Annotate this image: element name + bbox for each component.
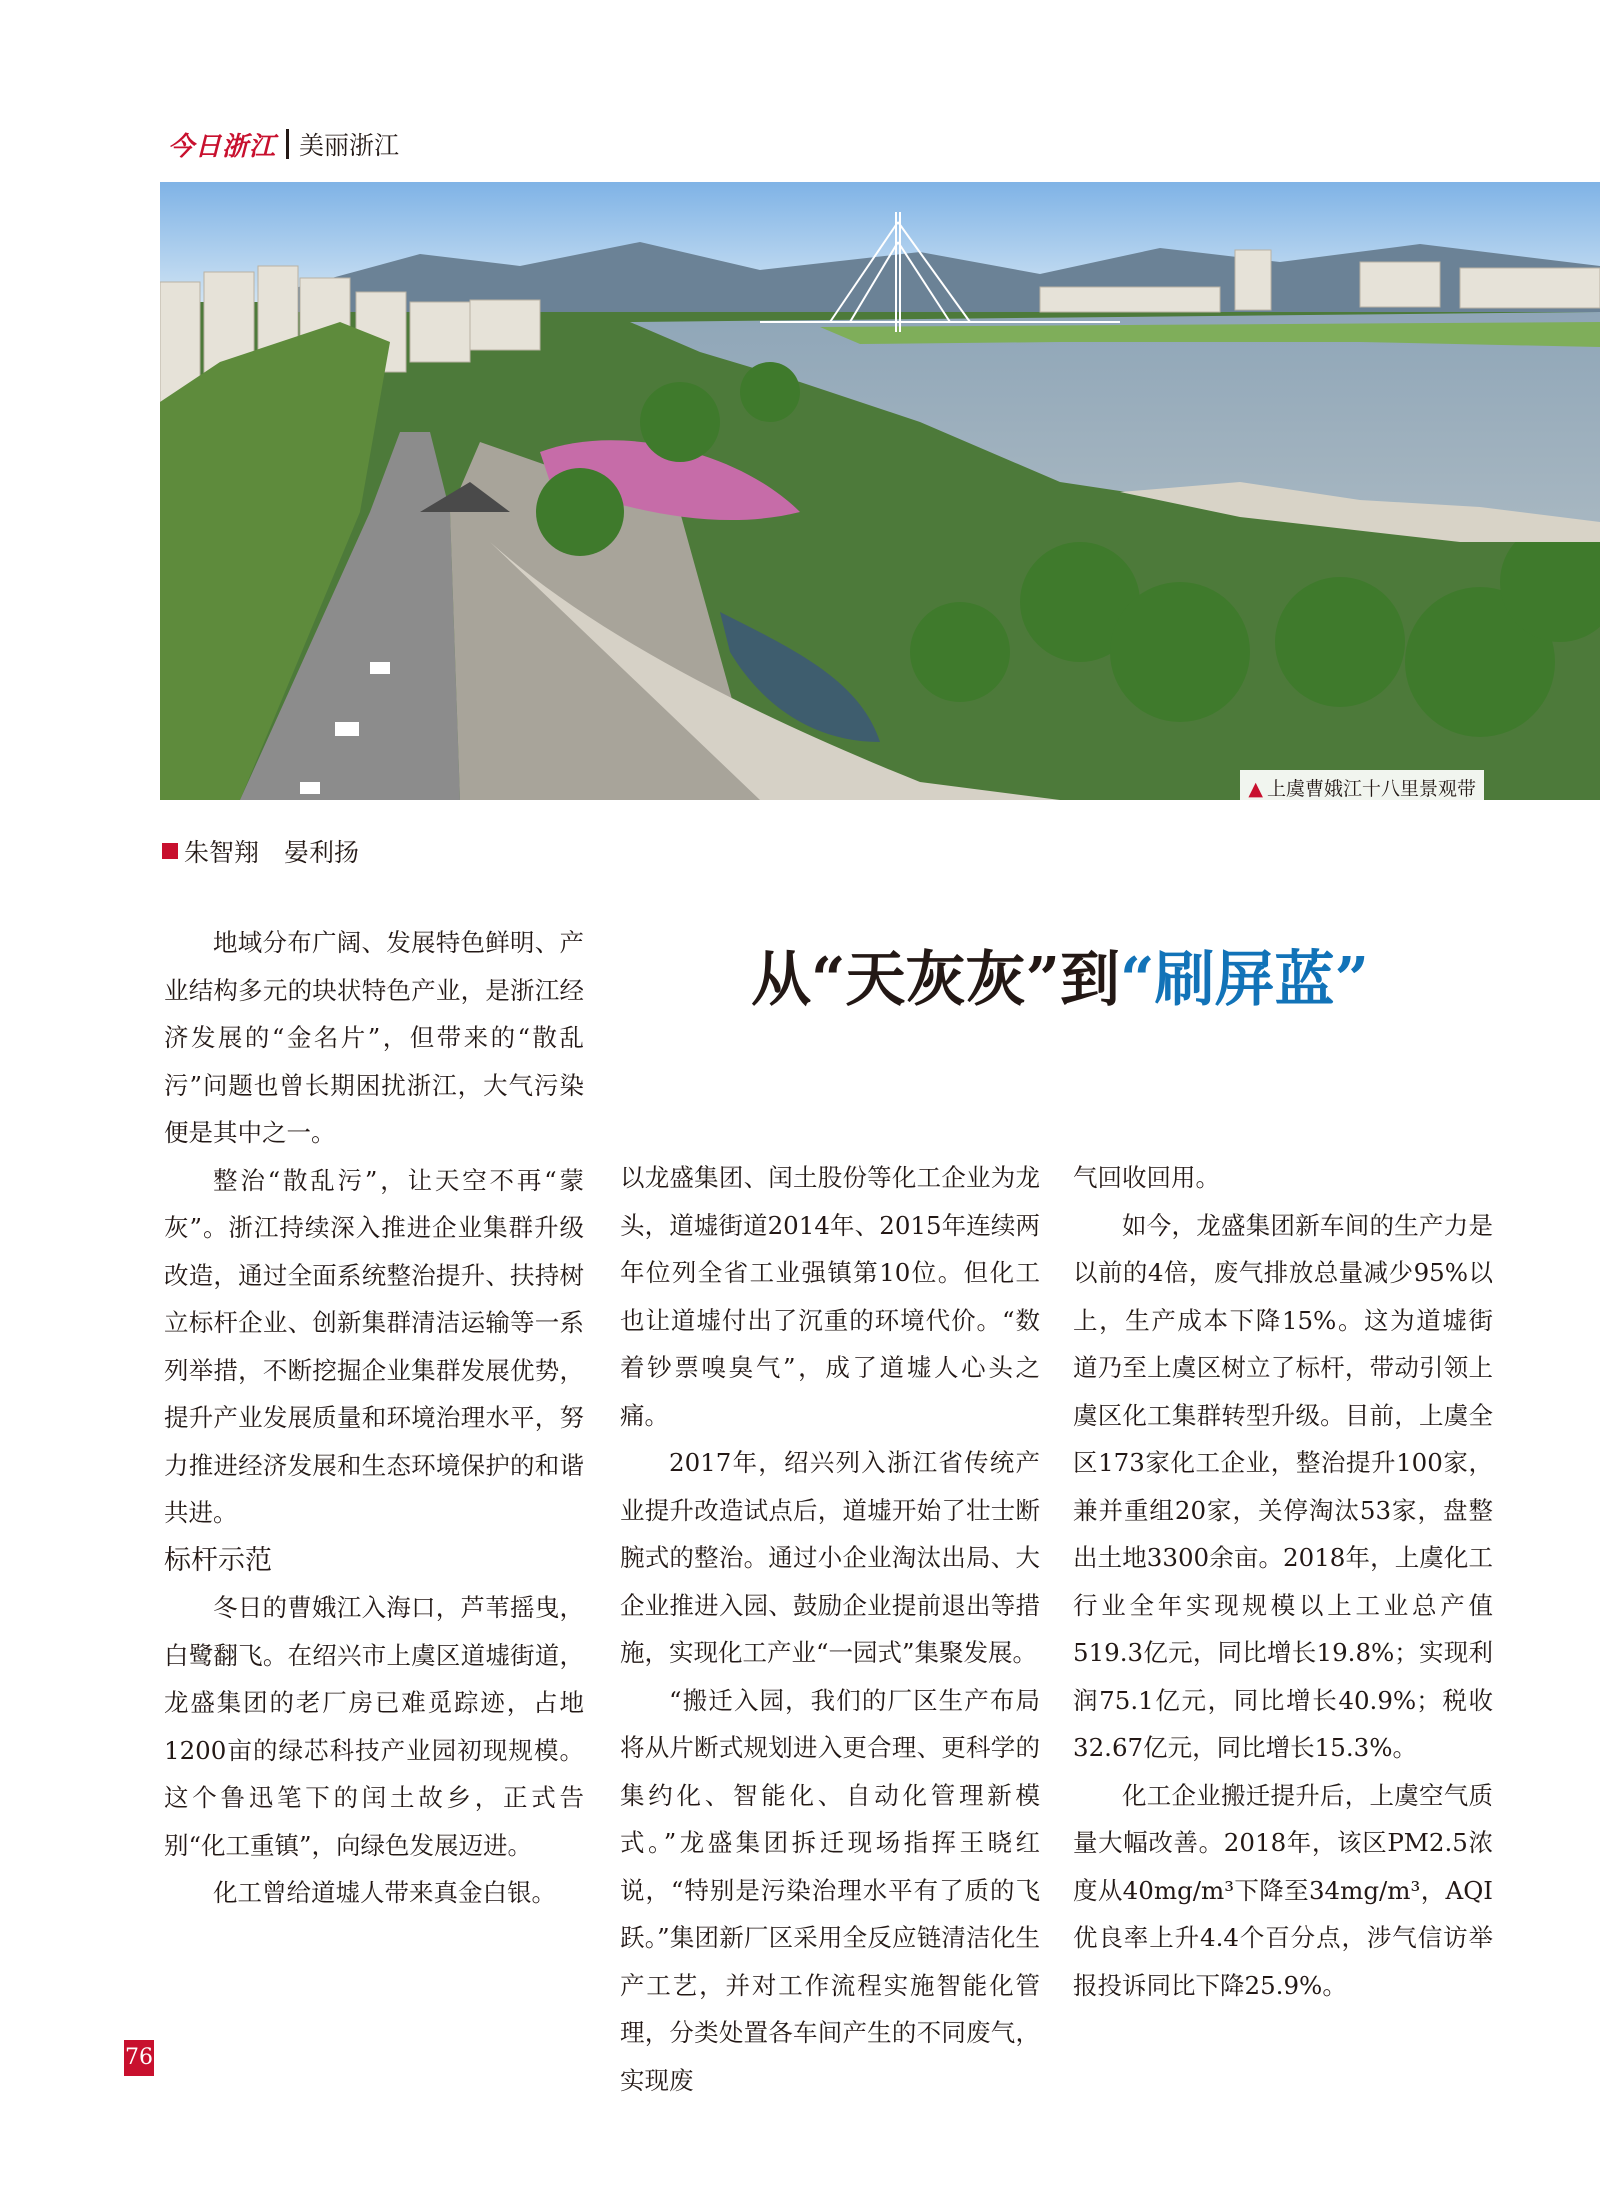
- paragraph: 地域分布广阔、发展特色鲜明、产业结构多元的块状特色产业，是浙江经济发展的“金名片”，但带来的“散乱污”问题也曾长期困扰浙江，大气污染便是其中之一。: [164, 928, 584, 1147]
- masthead-divider: [286, 129, 289, 159]
- paragraph: 冬日的曹娥江入海口，芦苇摇曳，白鹭翻飞。在绍兴市上虞区道墟街道，龙盛集团的老厂房已难觅踪迹，占地1200亩的绿芯科技产业园初现规模。这个鲁迅笔下的闰土故乡，正式告别“化工重镇”，向绿色发展迈进。: [164, 1593, 584, 1860]
- masthead: [168, 124, 399, 164]
- column-2: [620, 1154, 1040, 2104]
- article-headline: [640, 932, 1480, 1018]
- headline-part1: 从“天灰灰”到: [750, 945, 1120, 1015]
- author-names: 朱智翔 晏利扬: [184, 838, 360, 867]
- photo-caption: [1240, 770, 1484, 805]
- caption-text: 上虞曹娥江十八里景观带: [1266, 778, 1476, 800]
- paragraph: 气回收回用。: [1073, 1163, 1220, 1192]
- caption-triangle-icon: ▲: [1248, 778, 1263, 800]
- headline-part2: “刷屏蓝”: [1120, 945, 1370, 1015]
- byline-square-icon: [162, 843, 178, 859]
- column-3: [1073, 1154, 1493, 2009]
- section-title: 美丽浙江: [299, 131, 400, 160]
- byline: [162, 833, 359, 869]
- riverside-park-photo: [160, 182, 1600, 800]
- paragraph: 整治“散乱污”，让天空不再“蒙灰”。浙江持续深入推进企业集群升级改造，通过全面系统整治提升、扶持树立标杆企业、创新集群清洁运输等一系列举措，不断挖掘企业集群发展优势，提升产业发展质量和环境治理水平，努力推进经济发展和生态环境保护的和谐共进。: [164, 1165, 584, 1527]
- paragraph: 2017年，绍兴列入浙江省传统产业提升改造试点后，道墟开始了壮士断腕式的整治。通过小企业淘汰出局、大企业推进入园、鼓励企业提前退出等措施，实现化工产业“一园式”集聚发展。: [620, 1448, 1040, 1667]
- paragraph: 化工曾给道墟人带来真金白银。: [213, 1878, 556, 1907]
- paragraph: “搬迁入园，我们的厂区生产布局将从片断式规划进入更合理、更科学的集约化、智能化、自动化管理新模式。”龙盛集团拆迁现场指挥王晓红说，“特别是污染治理水平有了质的飞跃。”集团新厂区采用全反应链清洁化生产工艺，并对工作流程实施智能化管理，分类处置各车间产生的不同废气，实现废: [620, 1685, 1040, 2095]
- paragraph: 如今，龙盛集团新车间的生产力是以前的4倍，废气排放总量减少95%以上，生产成本下降15%。这为道墟街道乃至上虞区树立了标杆，带动引领上虞区化工集群转型升级。目前，上虞全区173家化工企业，整治提升100家，兼并重组20家，关停淘汰53家，盘整出土地3300余亩。2018年，上虞化工行业全年实现规模以上工业总产值519.3亿元，同比增长19.8%；实现利润75.1亿元，同比增长40.9%；税收32.67亿元，同比增长15.3%。: [1073, 1210, 1493, 1762]
- paragraph: 化工企业搬迁提升后，上虞空气质量大幅改善。2018年，该区PM2.5浓度从40mg/m³下降至34mg/m³，AQI优良率上升4.4个百分点，涉气信访举报投诉同比下降25.9%。: [1073, 1780, 1493, 2000]
- column-1: [164, 919, 584, 1917]
- magazine-logo: 今日浙江: [168, 131, 277, 162]
- page-number: 76: [124, 2040, 154, 2076]
- paragraph: 以龙盛集团、闰土股份等化工企业为龙头，道墟街道2014年、2015年连续两年位列全省工业强镇第10位。但化工也让道墟付出了沉重的环境代价。“数着钞票嗅臭气”，成了道墟人心头之痛。: [620, 1163, 1040, 1430]
- section-subheading: 标杆示范: [164, 1544, 272, 1576]
